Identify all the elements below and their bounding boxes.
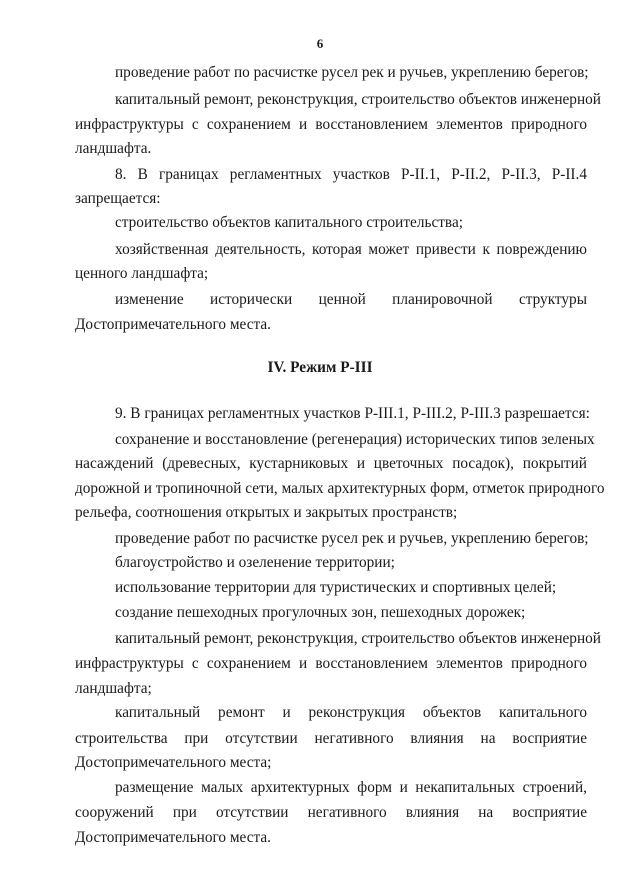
paragraph-line: сохранение и восстановление (регенерация) исторических типов зеленых (115, 431, 595, 448)
paragraph-line: запрещается: (75, 190, 161, 207)
paragraph-line: изменение исторически ценной планировочной структуры (115, 291, 587, 308)
paragraph-line: строительство объектов капитального строительства; (115, 214, 463, 231)
paragraph-line: инфраструктуры с сохранением и восстановлением элементов природного (75, 655, 587, 672)
paragraph-line: Достопримечательного места; (75, 754, 272, 771)
paragraph-line: ценного ландшафта; (75, 265, 209, 282)
paragraph-line: насаждений (древесных, кустарниковых и цветочных посадок), покрытий (75, 455, 587, 472)
section-heading: IV. Режим Р-III (267, 359, 373, 376)
paragraph-line: строительства при отсутствии негативного влияния на восприятие (75, 730, 587, 747)
paragraph-line: ландшафта. (75, 140, 152, 157)
paragraph-line: инфраструктуры с сохранением и восстановлением элементов природного (75, 116, 587, 133)
paragraph-line: Достопримечательного места. (75, 316, 271, 333)
page-number: 6 (316, 36, 324, 51)
paragraph-line: проведение работ по расчистке русел рек и ручьев, укреплению берегов; (115, 64, 589, 81)
paragraph-line: капитальный ремонт, реконструкция, строительство объектов инженерной (115, 630, 601, 647)
paragraph-line: размещение малых архитектурных форм и некапитальных строений, (115, 779, 587, 796)
paragraph-line: создание пешеходных прогулочных зон, пешеходных дорожек; (115, 604, 526, 621)
paragraph-line: хозяйственная деятельность, которая может привести к повреждению (115, 241, 587, 258)
paragraph-line: 8. В границах регламентных участков Р-II.1, Р-II.2, Р-II.3, Р-II.4 (115, 166, 587, 183)
paragraph-line: дорожной и тропиночной сети, малых архитектурных форм, отметок природного (75, 480, 605, 497)
paragraph-line: капитальный ремонт и реконструкция объектов капитального (115, 704, 587, 721)
paragraph-line: благоустройство и озеленение территории; (115, 554, 395, 571)
paragraph-line: проведение работ по расчистке русел рек и ручьев, укреплению берегов; (115, 530, 589, 547)
paragraph-line: рельефа, соотношения открытых и закрытых пространств; (75, 504, 458, 521)
paragraph-line: Достопримечательного места. (75, 829, 271, 846)
paragraph-line: 9. В границах регламентных участков Р-III.1, Р-III.2, Р-III.3 разрешается: (115, 405, 590, 422)
paragraph-line: сооружений при отсутствии негативного влияния на восприятие (75, 804, 587, 821)
paragraph-line: использование территории для туристических и спортивных целей; (115, 579, 557, 596)
paragraph-line: ландшафта; (75, 680, 152, 697)
paragraph-line: капитальный ремонт, реконструкция, строительство объектов инженерной (115, 91, 601, 108)
